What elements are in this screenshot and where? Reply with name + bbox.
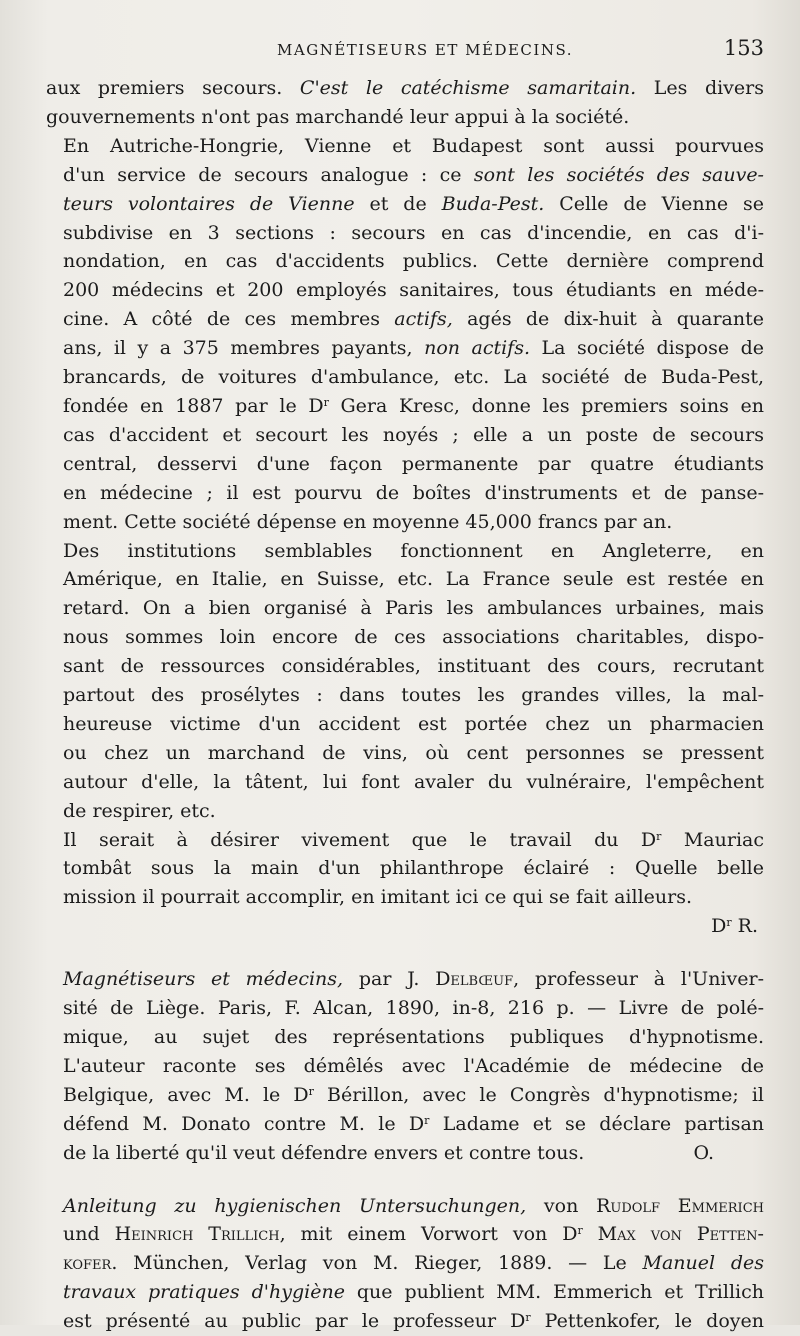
review-magnetiseurs (46, 965, 764, 1167)
text-line: sant de ressources considérables, instituant des cours, recrutant (63, 655, 764, 678)
text-line: heureuse victime d'un accident est portée chez un pharmacien (63, 712, 764, 735)
text-line: est présenté au public par le professeur $D^r$ Pettenkofer, le doyen (63, 1310, 764, 1333)
page-header (46, 36, 764, 66)
text-line: cine. A côté de ces membres actifs, agés de dix-huit à quarante (63, 308, 764, 331)
text-line: En Autriche-Hongrie, Vienne et Budapest sont aussi pourvues (63, 134, 764, 157)
paragraph-samaritain (46, 74, 764, 132)
text-line: aux premiers secours. C'est le catéchisme samaritain. Les divers (46, 77, 764, 99)
text-line: ou chez un marchand de vins, où cent personnes se pressent (63, 741, 764, 764)
text-line: autour d'elle, la tâtent, lui font avaler du vulnéraire, l'empêchent (63, 770, 764, 793)
text-line: kofer. München, Verlag von M. Rieger, 1889. — Le Manuel des (63, 1252, 764, 1275)
paragraph-autriche-hongrie (46, 132, 764, 537)
author-signature: $D^r$ R. (711, 915, 758, 938)
text-line: fondée en 1887 par le $D^r$ Gera Kresc, donne les premiers soins en (63, 394, 764, 417)
text-line: Magnétiseurs et médecins, par J. Delbœuf, professeur à l'Univer- (63, 968, 764, 991)
text-line: en médecine ; il est pourvu de boîtes d'instruments et de panse- (63, 481, 764, 504)
text-line: Anleitung zu hygienischen Untersuchungen, von Rudolf Emmerich (63, 1194, 764, 1217)
text-line: ment. Cette société dépense en moyenne 45,000 francs par an. (63, 510, 673, 533)
paragraph-mauriac (46, 826, 764, 913)
text-line: retard. On a bien organisé à Paris les ambulances urbaines, mais (63, 597, 764, 620)
text-line: mission il pourrait accomplir, en imitant ici ce qui se fait ailleurs. (63, 886, 693, 909)
text-line: subdivise en 3 sections : secours en cas d'incendie, en cas d'i- (63, 221, 764, 244)
text-line: ans, il y a 375 membres payants, non actifs. La société dispose de (63, 337, 764, 360)
text-line: 200 médecins et 200 employés sanitaires, tous étudiants en méde- (63, 279, 764, 302)
text-line: und Heinrich Trillich, mit einem Vorwort von $D^r$ Max von Petten- (63, 1223, 764, 1246)
text-line: cas d'accident et secourt les noyés ; elle a un poste de secours (63, 423, 764, 446)
text-line: partout des prosélytes : dans toutes les grandes villes, la mal- (63, 684, 764, 707)
text-line: tombât sous la main d'un philanthrope éclairé : Quelle belle (63, 857, 764, 880)
text-line: nondation, en cas d'accidents publics. Cette dernière comprend (63, 250, 764, 273)
text-line: défend M. Donato contre M. le $D^r$ Ladame et se déclare partisan (63, 1112, 765, 1135)
text-line: Belgique, avec M. le $D^r$ Bérillon, avec le Congrès d'hypnotisme; il (63, 1083, 764, 1106)
paragraph-institutions (46, 537, 764, 826)
text-line: nous sommes loin encore de ces associations charitables, dispo- (63, 626, 764, 649)
text-line: teurs volontaires de Vienne et de Buda-Pest. Celle de Vienne se (63, 192, 764, 215)
text-line: central, desservi d'une façon permanente par quatre étudiants (63, 452, 764, 475)
running-title: MAGNÉTISEURS ET MÉDECINS. (277, 41, 573, 59)
text-line: travaux pratiques d'hygiène que publient MM. Emmerich et Trillich (63, 1281, 764, 1304)
text-line: d'un service de secours analogue : ce sont les sociétés des sauve- (63, 163, 764, 186)
text-line: gouvernements n'ont pas marchandé leur appui à la société. (46, 105, 630, 128)
text-line: Il serait à désirer vivement que le travail du $D^r$ Mauriac (63, 828, 764, 851)
text-line: L'auteur raconte ses démêlés avec l'Académie de médecine de (63, 1054, 764, 1077)
text-line: Amérique, en Italie, en Suisse, etc. La France seule est restée en (63, 568, 764, 591)
review-anleitung (46, 1192, 764, 1336)
page-number: 153 (723, 36, 764, 60)
page-body (46, 74, 764, 1336)
review-signature: O. (693, 1141, 714, 1164)
text-line: de la liberté qu'il veut défendre envers et contre tous. O. (46, 1139, 764, 1168)
text-line: sité de Liège. Paris, F. Alcan, 1890, in-8, 216 p. — Livre de polé- (63, 997, 764, 1020)
text-line: Des institutions semblables fonctionnent en Angleterre, en (63, 539, 764, 562)
text-line: mique, au sujet des représentations publiques d'hypnotisme. (63, 1026, 764, 1048)
text-line: brancards, de voitures d'ambulance, etc. La société de Buda-Pest, (63, 366, 764, 389)
text-line: de respirer, etc. (63, 799, 216, 822)
